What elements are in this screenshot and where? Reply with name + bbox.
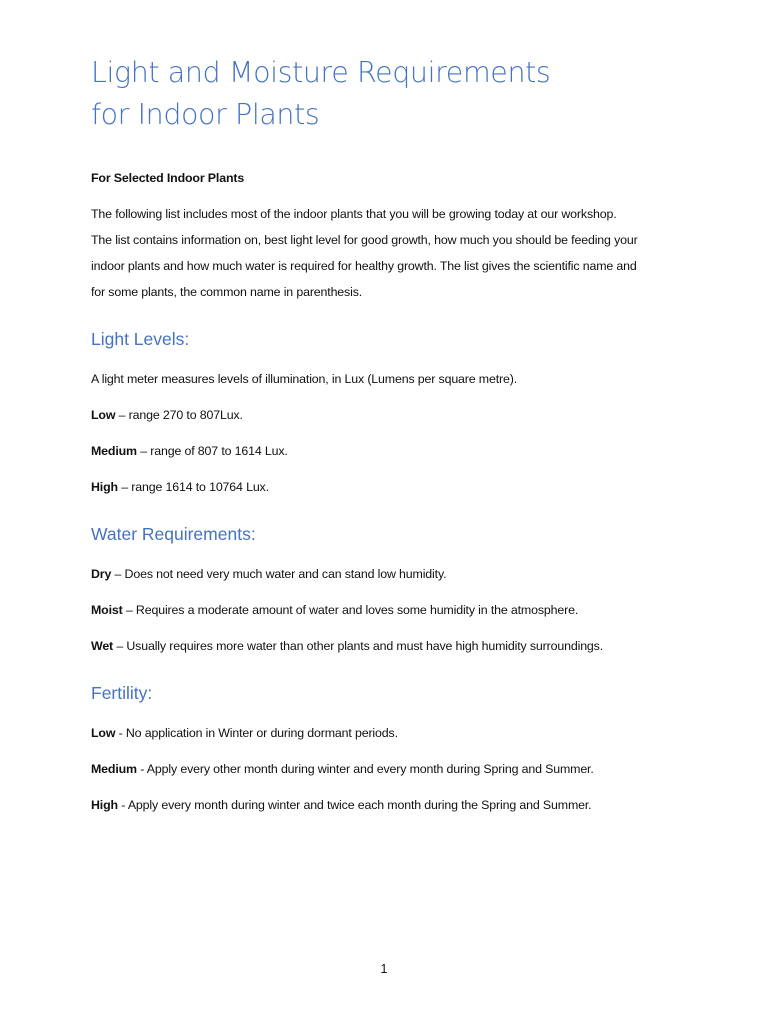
water-item-wet: [91, 633, 731, 659]
water-item-dry: [91, 561, 731, 587]
fertility-item-text: - Apply every other month during winter and every month during Spring and Summer.: [136, 762, 594, 776]
water-item-text: – Does not need very much water and can stand low humidity.: [111, 567, 447, 581]
water-item-term: Dry: [91, 567, 112, 581]
light-item-text: – range of 807 to 1614 Lux.: [136, 444, 288, 458]
title-line-1: Light and Moisture Requirements: [91, 56, 551, 89]
intro-line-1: The following list includes most of the indoor plants that you will be growing today at our workshop.: [91, 207, 617, 221]
water-item-term: Moist: [91, 603, 123, 617]
water-item-term: Wet: [91, 639, 114, 653]
fertility-item-term: Medium: [91, 762, 137, 776]
light-item-medium: [91, 438, 731, 464]
water-item-moist: [91, 597, 731, 623]
subtitle: For Selected Indoor Plants: [91, 171, 245, 185]
fertility-heading: Fertility:: [91, 683, 153, 703]
fertility-item-medium: [91, 756, 731, 782]
light-item-low: [91, 402, 731, 428]
light-levels-heading: Light Levels:: [91, 329, 190, 349]
light-description: A light meter measures levels of illumination, in Lux (Lumens per square metre).: [91, 372, 517, 386]
light-item-term: Low: [91, 408, 116, 422]
page-number: 1: [380, 962, 388, 976]
fertility-item-high: [91, 792, 731, 818]
light-item-text: – range 1614 to 10764 Lux.: [117, 480, 269, 494]
water-item-text: – Usually requires more water than other plants and must have high humidity surroundings.: [113, 639, 604, 653]
intro-line-3: indoor plants and how much water is required for healthy growth. The list gives the scientific name and: [91, 259, 637, 273]
intro-line-4: for some plants, the common name in parenthesis.: [91, 285, 363, 299]
fertility-item-text: - No application in Winter or during dormant periods.: [115, 726, 398, 740]
title-line-2: for Indoor Plants: [91, 98, 320, 131]
intro-line-2: The list contains information on, best light level for good growth, how much you should be feeding your: [91, 233, 638, 247]
water-requirements-heading: Water Requirements:: [91, 524, 256, 544]
light-item-term: Medium: [91, 444, 137, 458]
light-item-high: [91, 474, 731, 500]
fertility-item-text: - Apply every month during winter and twice each month during the Spring and Summer.: [117, 798, 592, 812]
fertility-item-term: Low: [91, 726, 116, 740]
water-item-text: – Requires a moderate amount of water and loves some humidity in the atmosphere.: [122, 603, 579, 617]
fertility-item-low: [91, 720, 731, 746]
document-title: [91, 52, 711, 136]
light-item-term: High: [91, 480, 118, 494]
light-item-text: – range 270 to 807Lux.: [115, 408, 243, 422]
fertility-item-term: High: [91, 798, 118, 812]
